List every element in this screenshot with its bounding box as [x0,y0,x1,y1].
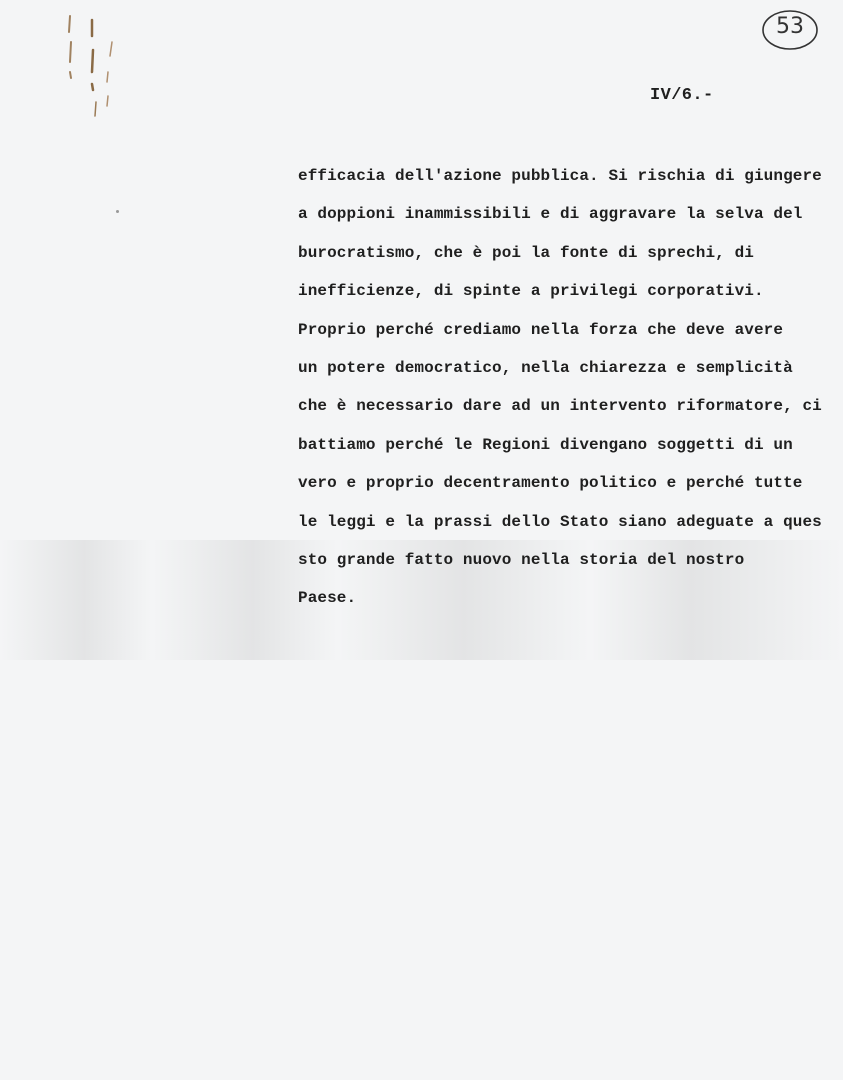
text-line: sto grande fatto nuovo nella storia del nostro [298,550,745,569]
text-line: battiamo perché le Regioni divengano soggetti di un [298,435,793,454]
text-line: che è necessario dare ad un intervento riformatore, ci [298,397,822,416]
binding-marks [62,12,122,122]
page-number-stamp [760,8,820,52]
text-line: vero e proprio decentramento politico e perché tutte [298,474,803,493]
page-stamp-number: 53 [776,14,804,39]
body-text [298,162,843,623]
text-line: un potere democratico, nella chiarezza e semplicità [298,358,793,377]
text-line: Paese. [298,589,357,608]
text-line: Proprio perché crediamo nella forza che deve avere [298,320,784,339]
text-line: le leggi e la prassi dello Stato siano adeguate a ques [298,512,822,531]
page-reference: IV/6.- [650,86,714,105]
text-line: efficacia dell'azione pubblica. Si rischia di giungere [298,167,822,185]
stray-mark [116,210,119,213]
text-line: inefficienze, di spinte a privilegi corporativi. [298,282,764,301]
text-line: burocratismo, che è poi la fonte di sprechi, di [298,243,754,262]
text-line: a doppioni inammissibili e di aggravare la selva del [298,205,803,224]
